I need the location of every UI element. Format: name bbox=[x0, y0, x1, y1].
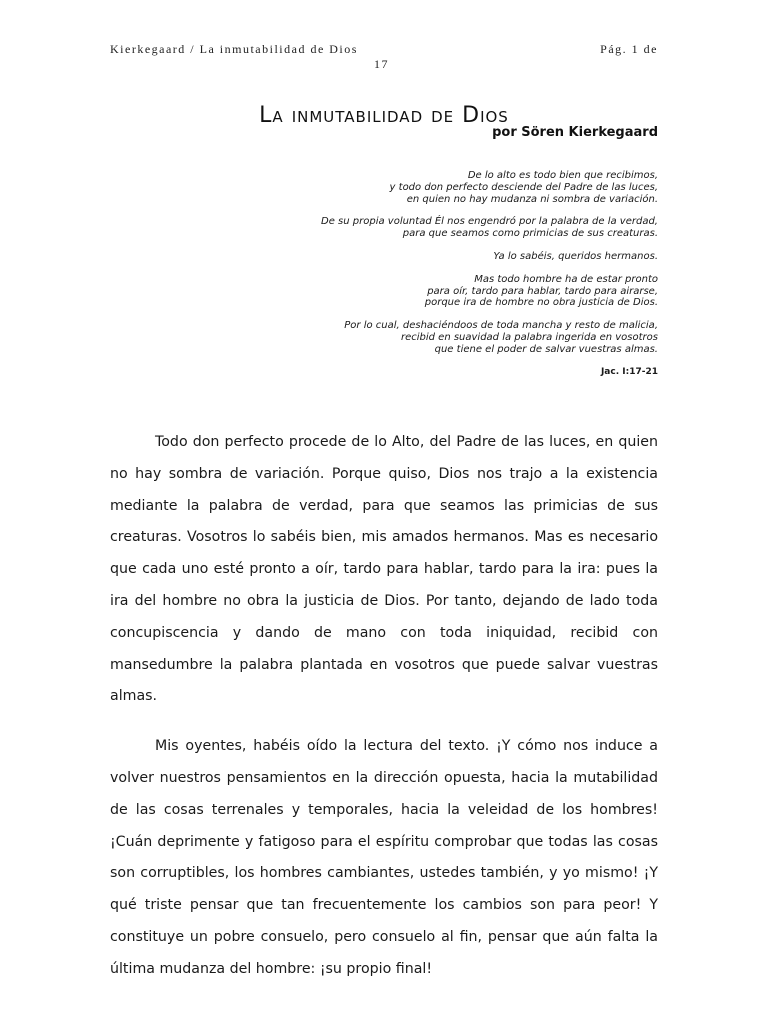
body-paragraph: Mis oyentes, habéis oído la lectura del texto. ¡Y cómo nos induce a volver nuestros pensamientos en la dirección opuesta, hacia la mutabilidad de las cosas terrenales y temporales, hacia la veleidad de los hombres! ¡Cuán deprimente y fatigoso para el espíritu comprobar que todas las cosas son corruptibles, los hombres cambiantes, ustedes también, y yo mismo! ¡Y qué triste pensar que tan frecuentemente los cambios son para peor! Y constituye un pobre consuelo, pero consuelo al fin, pensar que aún falta la última mudanza del hombre: ¡su propio final! bbox=[110, 738, 658, 977]
epigraph-stanza bbox=[238, 170, 658, 205]
header-page-total: 17 bbox=[374, 57, 389, 71]
epigraph-line: porque ira de hombre no obra justicia de Dios. bbox=[424, 297, 658, 309]
epigraph-line: recibid en suavidad la palabra ingerida en vosotros bbox=[400, 331, 658, 343]
body-text bbox=[110, 427, 658, 1004]
epigraph-line: para que seamos como primicias de sus creaturas. bbox=[402, 228, 658, 240]
page-title bbox=[110, 103, 658, 128]
body-paragraph: Todo don perfecto procede de lo Alto, del Padre de las luces, en quien no hay sombra de variación. Porque quiso, Dios nos trajo a la existencia mediante la palabra de verdad, para que seamos las primicias de sus creaturas. Vosotros lo sabéis bien, mis amados hermanos. Mas es necesario que cada uno esté pronto a oír, tardo para hablar, tardo para la ira: pues la ira del hombre no obra la justicia de Dios. Por tanto, dejando de lado toda concupiscencia y dando de mano con toda iniquidad, recibid con mansedumbre la palabra plantada en vosotros que puede salvar vuestras almas. bbox=[110, 434, 658, 705]
epigraph-line: Ya lo sabéis, queridos hermanos. bbox=[493, 250, 658, 262]
epigraph-line: Por lo cual, deshaciéndoos de toda mancha y resto de malicia, bbox=[344, 320, 658, 332]
title-rest: inmutabilidad de Dios bbox=[291, 102, 509, 128]
epigraph-stanza bbox=[238, 251, 658, 263]
epigraph-line: que tiene el poder de salvar vuestras almas. bbox=[434, 343, 658, 355]
epigraph-stanza bbox=[238, 320, 658, 355]
epigraph-stanza bbox=[238, 274, 658, 309]
epigraph bbox=[238, 170, 658, 378]
header-page-number: Pág. 1 de bbox=[600, 42, 658, 56]
epigraph-reference: Jac. I:17-21 bbox=[600, 366, 658, 377]
title-first-word: La bbox=[259, 102, 284, 128]
epigraph-line: y todo don perfecto desciende del Padre de las luces, bbox=[389, 181, 658, 193]
epigraph-line: Mas todo hombre ha de estar pronto bbox=[474, 273, 658, 285]
epigraph-line: De lo alto es todo bien que recibimos, bbox=[467, 170, 658, 181]
epigraph-line: para oír, tardo para hablar, tardo para airarse, bbox=[427, 285, 658, 297]
epigraph-line: De su propia voluntad Él nos engendró por la palabra de la verdad, bbox=[321, 216, 658, 228]
header-title: Kierkegaard / La inmutabilidad de Dios bbox=[110, 42, 358, 56]
epigraph-stanza bbox=[238, 216, 658, 240]
epigraph-line: en quien no hay mudanza ni sombra de variación. bbox=[406, 193, 658, 205]
author-byline: por Sören Kierkegaard bbox=[492, 125, 658, 140]
